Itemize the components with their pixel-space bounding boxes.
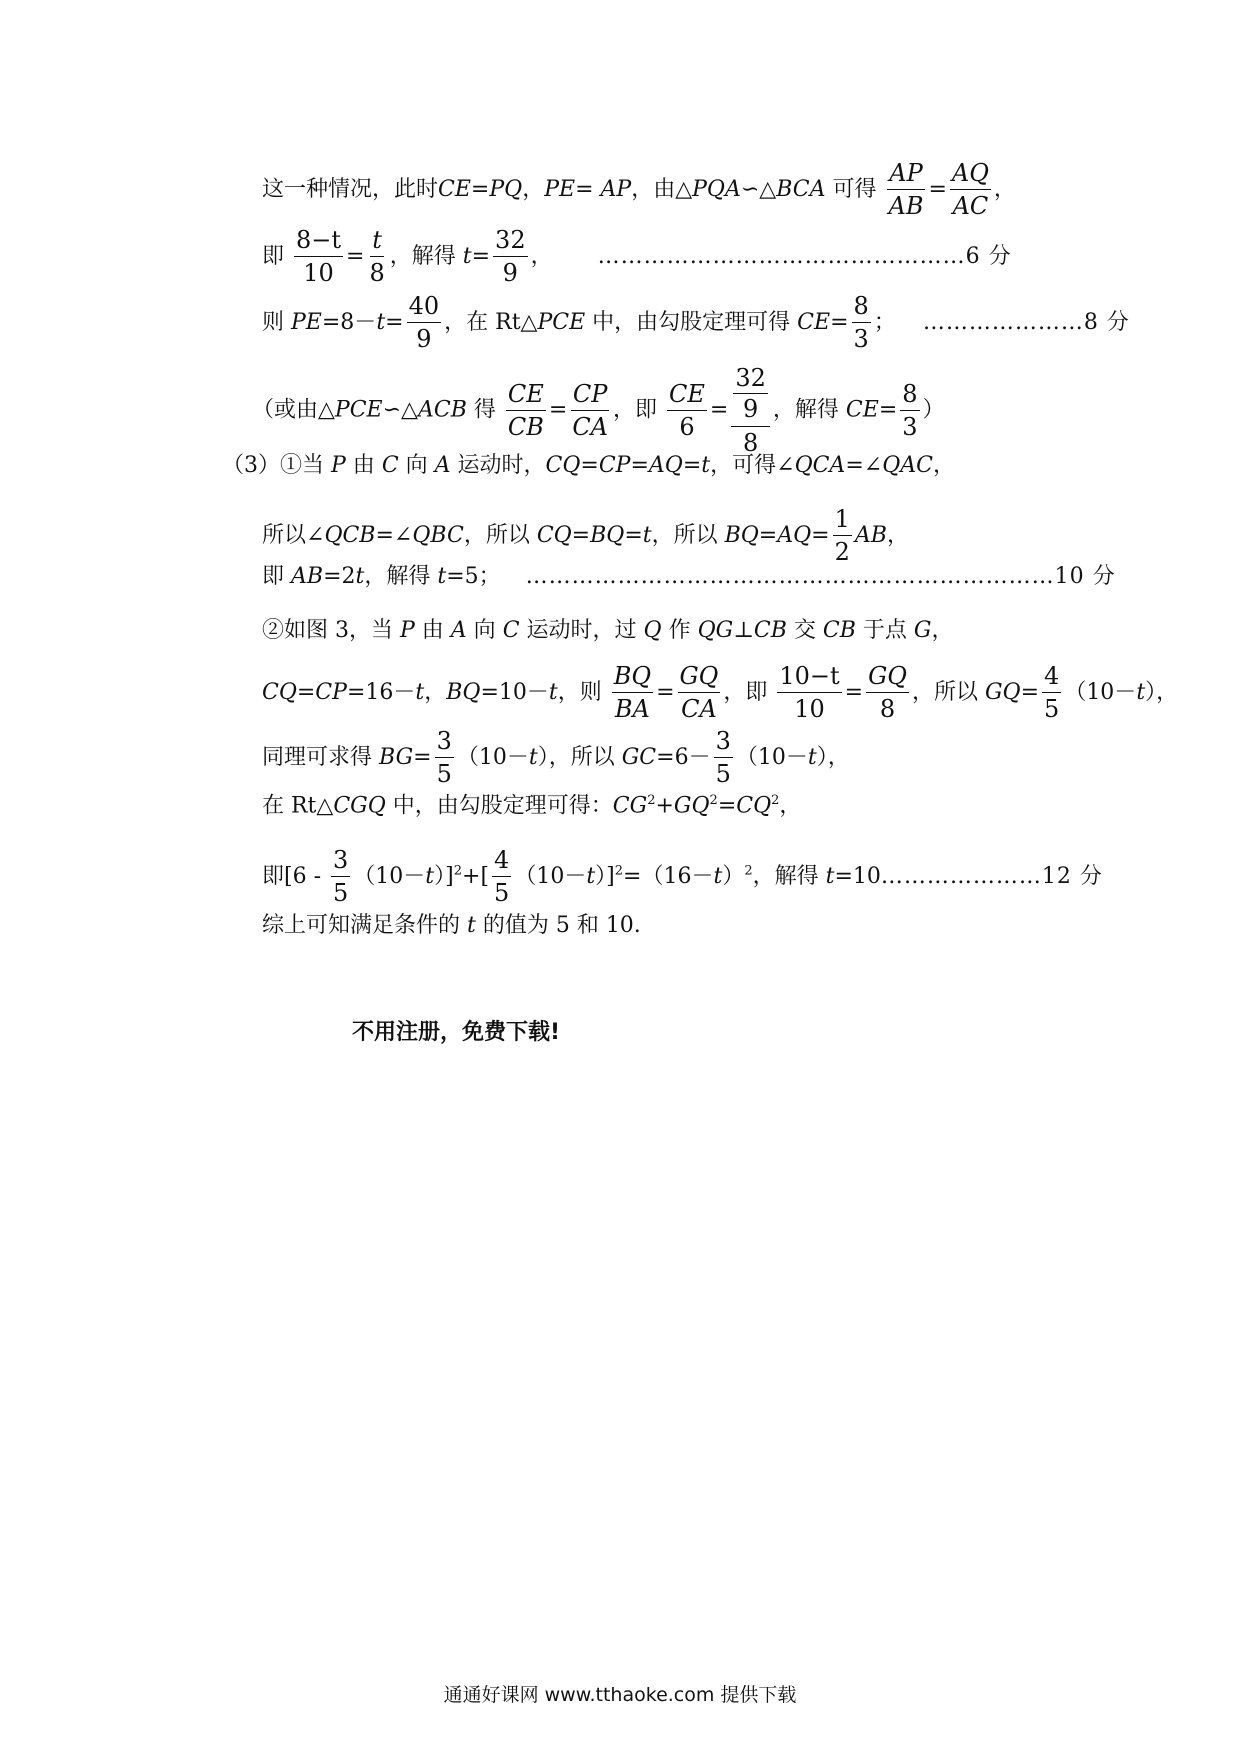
text: ，解得 — [389, 243, 463, 269]
fraction — [492, 847, 511, 907]
text: PCE — [334, 397, 383, 423]
text: PE= AP — [544, 176, 632, 202]
text: A — [450, 618, 467, 643]
fraction — [777, 663, 841, 723]
denominator: 8 — [742, 428, 759, 457]
numerator: 10−t — [777, 663, 841, 693]
solution-line-1 — [262, 160, 1016, 220]
text: PCE — [537, 309, 586, 335]
numerator: 8 — [900, 381, 919, 411]
denominator: 9 — [502, 259, 518, 288]
text: 由 — [414, 618, 451, 643]
text: ）] — [434, 863, 454, 889]
text: =16－ — [346, 679, 416, 705]
text: CG — [612, 793, 648, 819]
text: 在 Rt△ — [262, 793, 334, 819]
text: （或由△ — [252, 397, 335, 423]
text: ， — [993, 176, 1016, 202]
fraction — [950, 160, 991, 220]
text: t — [467, 913, 476, 938]
text: CQ — [736, 793, 772, 819]
text: ）， — [1145, 679, 1179, 705]
text: 的值为 5 和 10. — [475, 913, 641, 938]
text: （10－ — [353, 863, 426, 889]
text: ， — [779, 793, 802, 819]
solution-line-9 — [262, 663, 1178, 723]
text: 向 — [466, 618, 503, 643]
text: =∠ — [375, 522, 413, 548]
denominator: 5 — [715, 760, 731, 789]
text: QG — [697, 618, 734, 643]
text: QCA — [794, 453, 846, 478]
text: = — [413, 744, 432, 770]
text: ）， — [816, 744, 850, 770]
text: ACB — [417, 397, 467, 423]
text: t — [437, 564, 447, 589]
text: ）] — [595, 863, 615, 889]
inner-numerator: 32 — [733, 365, 768, 394]
text: t — [376, 309, 386, 335]
solution-line-3 — [262, 293, 1130, 353]
numerator — [731, 365, 770, 427]
denominator: 8 — [369, 259, 385, 288]
text: t — [807, 744, 817, 770]
exponent: 2 — [614, 863, 624, 879]
text: GQ — [984, 679, 1021, 705]
score-marker: ……………………………………………………………10 分 — [525, 564, 1116, 589]
text: =10－ — [480, 679, 549, 705]
text: ，则 — [557, 679, 602, 705]
text: t — [355, 564, 365, 589]
text: GC — [621, 744, 657, 770]
solution-line-10 — [262, 728, 850, 788]
text: C — [502, 618, 520, 643]
denominator: AB — [888, 192, 924, 221]
text: 运动时， — [450, 453, 546, 478]
numerator: 8−t — [294, 227, 343, 257]
text: CQ=CP — [262, 679, 347, 705]
numerator: GQ — [678, 663, 721, 693]
solution-line-7 — [262, 566, 1116, 588]
fraction — [887, 160, 926, 220]
numerator: 1 — [833, 506, 852, 536]
denominator: 2 — [834, 538, 850, 567]
text: =10 — [834, 863, 881, 889]
exponent: 2 — [744, 863, 753, 879]
text: P — [399, 618, 415, 643]
solution-line-8 — [262, 620, 954, 642]
denominator: 10 — [794, 695, 825, 724]
numerator: AQ — [950, 160, 991, 190]
text: ，即 — [723, 679, 768, 705]
solution-line-5 — [222, 455, 955, 477]
nested-fraction — [731, 365, 770, 456]
text: = — [346, 243, 365, 269]
text: 中，由勾股定理可得： — [385, 793, 613, 819]
text: 则 — [262, 309, 291, 335]
numerator: CP — [571, 381, 610, 411]
text: ，可得∠ — [710, 453, 795, 478]
text: = — [385, 309, 404, 335]
exponent: 2 — [771, 793, 780, 808]
exponent: 2 — [647, 793, 656, 808]
text: 于点 — [855, 618, 914, 643]
text: ， — [886, 522, 909, 548]
text: =∠ — [845, 453, 883, 478]
text: t — [713, 863, 723, 889]
text: = — [844, 679, 864, 705]
text: ，解得 — [752, 863, 826, 889]
text: 向 — [398, 453, 435, 478]
text: 即[6 - — [262, 863, 322, 889]
text: + — [655, 793, 674, 819]
fraction — [678, 663, 721, 723]
text: （10－ — [1064, 679, 1137, 705]
text: 由 — [345, 453, 382, 478]
text: 即 — [262, 564, 291, 589]
fraction — [852, 293, 871, 353]
text: C — [381, 453, 399, 478]
text: 可得 — [825, 176, 877, 202]
text: = — [1020, 679, 1040, 705]
text: = — [928, 176, 947, 202]
score-marker: …………………………………………6 分 — [597, 243, 1012, 269]
page-footer: 通通好课网 www.tthaoke.com 提供下载 — [443, 1684, 797, 1706]
text: PE — [291, 309, 322, 335]
fraction — [833, 506, 852, 566]
text: +[ — [462, 863, 490, 889]
text: ，所以 — [463, 522, 537, 548]
text: ⊥ — [733, 618, 754, 643]
text: ∽△ — [740, 176, 777, 202]
text: ②如图 3，当 — [262, 618, 400, 643]
numerator: BQ — [612, 663, 653, 693]
text: BCA — [776, 176, 826, 202]
solution-line-12 — [262, 847, 1103, 907]
solution-line-13 — [262, 915, 641, 937]
numerator: t — [370, 227, 384, 257]
numerator: 40 — [407, 293, 442, 323]
fraction — [506, 381, 546, 441]
numerator: 32 — [493, 227, 528, 257]
solution-line-11 — [262, 794, 801, 817]
denominator: CA — [572, 413, 609, 442]
inner-denominator: 9 — [742, 395, 759, 424]
denominator: CB — [507, 413, 544, 442]
score-marker: …………………8 分 — [922, 309, 1130, 335]
text: 得 — [466, 397, 496, 423]
text: =5； — [446, 564, 501, 589]
denominator: 3 — [902, 413, 918, 442]
text: ，由△ — [631, 176, 693, 202]
text: =8－ — [321, 309, 377, 335]
text: GQ — [673, 793, 710, 819]
text: t= — [462, 243, 491, 269]
text: CB — [753, 618, 787, 643]
text: 同理可求得 — [262, 744, 379, 770]
text: AB — [291, 564, 324, 589]
text: 运动时，过 — [519, 618, 644, 643]
text: CQ=CP=AQ=t — [545, 453, 711, 478]
text: 交 — [786, 618, 823, 643]
text: CE=PQ — [438, 176, 523, 202]
text: （10－ — [514, 863, 587, 889]
text: ， — [424, 679, 447, 705]
numerator: 3 — [435, 728, 454, 758]
text: = — [656, 679, 675, 705]
denominator: 5 — [494, 879, 510, 908]
text: ， — [931, 618, 954, 643]
score-marker: …………………12 分 — [880, 863, 1103, 889]
fraction — [570, 381, 610, 441]
text: t — [425, 863, 435, 889]
text: QCB — [324, 522, 376, 548]
numerator: 3 — [331, 847, 350, 877]
denominator: 10 — [303, 259, 334, 288]
text: QAC — [882, 453, 933, 478]
fraction — [900, 381, 919, 441]
denominator: 3 — [853, 325, 869, 354]
text: 中，由勾股定理可得 — [585, 309, 798, 335]
text: ∽△ — [382, 397, 418, 423]
text: （10－ — [456, 744, 529, 770]
text: = — [830, 309, 849, 335]
text: 作 — [661, 618, 698, 643]
fraction — [866, 663, 909, 723]
text: 即 — [262, 243, 285, 269]
fraction — [367, 227, 386, 287]
text: CGQ — [333, 793, 386, 819]
text: =（16－ — [623, 863, 714, 889]
text: ，所以 — [911, 679, 985, 705]
text: 所以∠ — [262, 522, 325, 548]
fraction — [667, 381, 707, 441]
text: = — [811, 522, 830, 548]
text: = — [717, 793, 737, 819]
text: （10－ — [735, 744, 808, 770]
text: t — [825, 863, 835, 889]
fraction — [714, 728, 733, 788]
exponent: 2 — [709, 793, 718, 808]
solution-line-2 — [262, 227, 1012, 287]
denominator: 9 — [416, 325, 432, 354]
numerator: GQ — [866, 663, 909, 693]
denominator: 6 — [679, 413, 695, 442]
denominator: BA — [614, 695, 650, 724]
text: ），所以 — [537, 744, 622, 770]
exponent: 2 — [453, 863, 463, 879]
denominator: AC — [952, 192, 989, 221]
fraction — [493, 227, 528, 287]
numerator: 3 — [714, 728, 733, 758]
text: ， — [522, 176, 545, 202]
fraction — [331, 847, 350, 907]
text: = — [548, 397, 568, 423]
fraction — [612, 663, 653, 723]
text: CQ=BQ=t — [536, 522, 652, 548]
text: （3）①当 — [222, 453, 331, 478]
text: BG — [379, 744, 414, 770]
text: ，在 Rt△ — [444, 309, 538, 335]
denominator: 5 — [333, 879, 349, 908]
text: ） — [922, 397, 945, 423]
numerator: 4 — [1042, 663, 1061, 693]
text: AB — [854, 522, 887, 548]
denominator: 5 — [436, 760, 452, 789]
text: ， — [932, 453, 955, 478]
text: ，解得 — [772, 397, 846, 423]
text: ，所以 — [651, 522, 725, 548]
denominator: 8 — [879, 695, 896, 724]
text: ， — [530, 243, 553, 269]
text: PQA — [692, 176, 741, 202]
text: ） — [722, 863, 745, 889]
text: =6－ — [656, 744, 711, 770]
solution-line-4 — [252, 365, 945, 456]
text: = — [709, 397, 729, 423]
text: CB — [822, 618, 856, 643]
text: t — [548, 679, 558, 705]
fraction — [1042, 663, 1061, 723]
promo-text: 不用注册，免费下载! — [352, 1020, 561, 1045]
text: 这一种情况，此时 — [262, 176, 439, 202]
text: CE — [845, 397, 879, 423]
denominator: CA — [681, 695, 717, 724]
text: BQ — [446, 679, 481, 705]
text: G — [913, 618, 932, 643]
text: ，即 — [613, 397, 658, 423]
numerator: AP — [887, 160, 924, 190]
text: ，解得 — [364, 564, 438, 589]
fraction — [435, 728, 454, 788]
text: P — [331, 453, 346, 478]
text: A — [434, 453, 451, 478]
text: QBC — [412, 522, 464, 548]
solution-line-6 — [262, 506, 909, 566]
text: 综上可知满足条件的 — [262, 913, 467, 938]
denominator: 5 — [1044, 695, 1060, 724]
text: t — [415, 679, 425, 705]
text: BQ=AQ — [724, 522, 812, 548]
text: = — [878, 397, 898, 423]
text: CE — [797, 309, 831, 335]
fraction — [294, 227, 343, 287]
text: t — [586, 863, 596, 889]
text: Q — [643, 618, 662, 643]
text: ； — [873, 309, 896, 335]
text: =2 — [323, 564, 356, 589]
numerator: 8 — [852, 293, 871, 323]
text: t — [1136, 679, 1146, 705]
fraction — [407, 293, 442, 353]
text: t — [528, 744, 538, 770]
numerator: 4 — [492, 847, 511, 877]
numerator: CE — [667, 381, 707, 411]
numerator: CE — [506, 381, 546, 411]
